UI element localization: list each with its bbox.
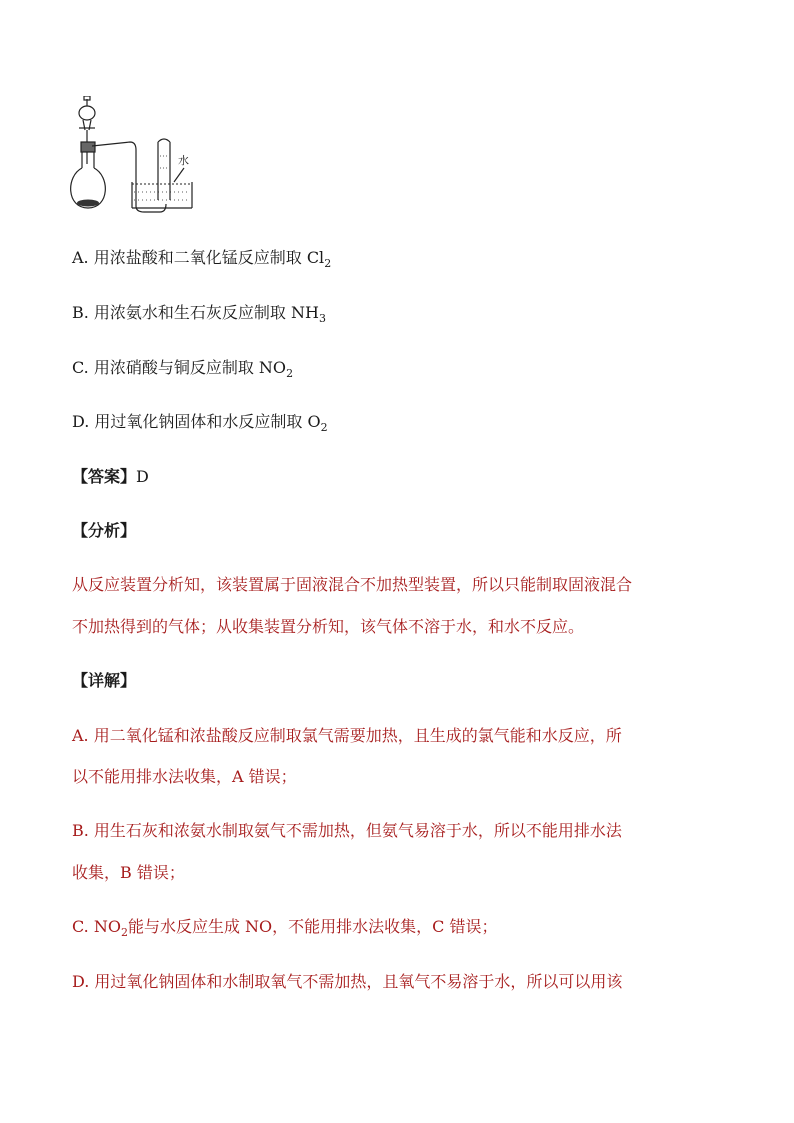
option-b	[72, 301, 326, 325]
detail-b-line-1: B. 用生石灰和浓氨水制取氨气不需加热，但氨气易溶于水，所以不能用排水法	[72, 821, 622, 840]
answer-line	[72, 465, 149, 489]
option-b-subscript: 3	[318, 312, 326, 325]
option-d-text: D. 用过氧化钠固体和水反应制取 O	[72, 412, 321, 431]
apparatus-figure	[70, 96, 210, 214]
detail-c-suffix: 能与水反应生成 NO，不能用排水法收集，C 错误；	[127, 917, 498, 936]
option-d-subscript: 2	[320, 421, 328, 434]
water-label: 水	[178, 154, 189, 167]
option-b-text: B. 用浓氨水和生石灰反应制取 NH	[72, 303, 319, 322]
detail-a-line-2: 以不能用排水法收集，A 错误；	[72, 767, 297, 786]
detail-c-subscript: 2	[120, 926, 128, 939]
answer-heading: 【答案】	[72, 467, 137, 486]
gas-generation-apparatus-diagram	[70, 96, 210, 214]
option-d	[72, 410, 328, 434]
option-a-subscript: 2	[324, 257, 332, 270]
option-a-text: A. 用浓盐酸和二氧化锰反应制取 Cl	[72, 248, 325, 267]
option-a	[72, 246, 331, 270]
detail-b-line-2: 收集，B 错误；	[72, 863, 185, 882]
option-c-text: C. 用浓硝酸与铜反应制取 NO	[72, 358, 287, 377]
detail-heading: 【详解】	[72, 671, 137, 690]
analysis-heading: 【分析】	[72, 521, 137, 540]
option-c	[72, 356, 293, 380]
option-c-subscript: 2	[286, 367, 294, 380]
analysis-line-1: 从反应装置分析知，该装置属于固液混合不加热型装置，所以只能制取固液混合	[72, 575, 633, 594]
detail-c-line	[72, 915, 498, 939]
answer-value: D	[136, 467, 149, 486]
analysis-line-2: 不加热得到的气体；从收集装置分析知，该气体不溶于水，和水不反应。	[72, 617, 585, 636]
detail-a-line-1: A. 用二氧化锰和浓盐酸反应制取氯气需要加热，且生成的氯气能和水反应，所	[72, 726, 622, 745]
detail-c-prefix: C. NO	[72, 917, 121, 936]
detail-d-line-1: D. 用过氧化钠固体和水制取氧气不需加热，且氧气不易溶于水，所以可以用该	[72, 972, 623, 991]
